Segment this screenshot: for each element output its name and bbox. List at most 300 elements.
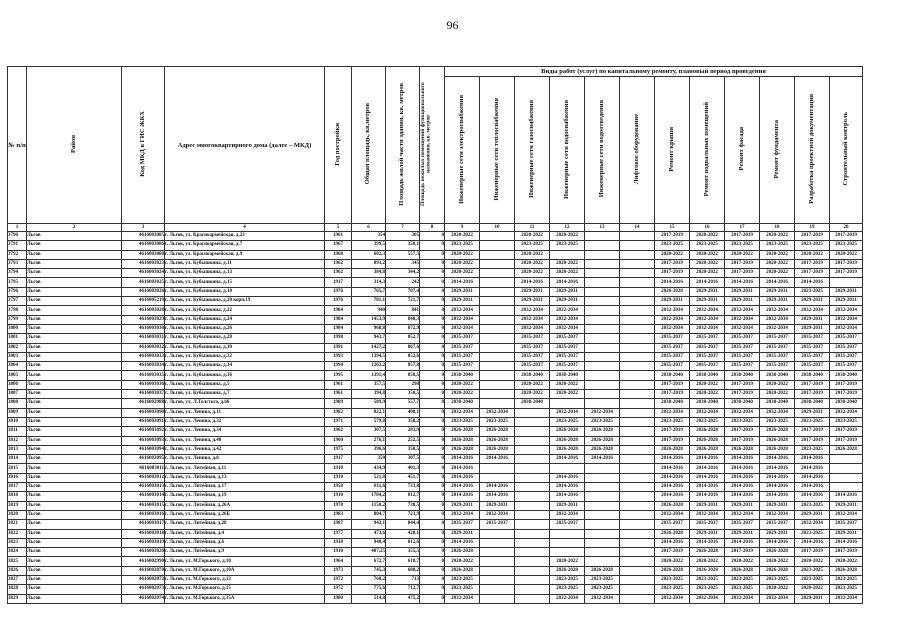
table-cell bbox=[585, 492, 620, 501]
table-cell: 2029-2031 bbox=[690, 297, 725, 306]
table-cell: Льгов bbox=[27, 436, 122, 445]
table-cell: 2035-2037 bbox=[655, 520, 690, 529]
table-cell bbox=[480, 529, 515, 538]
header-work-8: Ремонт подвальных помещений bbox=[690, 77, 725, 224]
table-cell: 2032-2034 bbox=[550, 594, 585, 603]
table-cell: 852,7 bbox=[386, 334, 420, 343]
table-cell: 688,2 bbox=[386, 566, 420, 575]
table-row bbox=[8, 529, 863, 538]
table-cell: 4616003036 bbox=[122, 380, 165, 389]
table-cell: 2020-2022 bbox=[795, 585, 830, 594]
table-cell: г. Льгов, ул. Литейная, д.19 bbox=[165, 492, 325, 501]
table-cell: 4616003016 bbox=[122, 510, 165, 519]
table-cell: 2023-2025 bbox=[795, 417, 830, 426]
table-cell: 2020-2022 bbox=[690, 390, 725, 399]
table-cell bbox=[550, 399, 585, 408]
table-cell: 0 bbox=[420, 464, 445, 473]
table-cell: 2017-2019 bbox=[830, 436, 863, 445]
table-cell: 1984 bbox=[325, 324, 352, 333]
table-cell: г. Льгов, ул. Кубышкина, д.30 bbox=[165, 343, 325, 352]
table-cell: 2020-2022 bbox=[550, 269, 585, 278]
table-cell: 2032-2034 bbox=[690, 315, 725, 324]
table-cell: 2017-2019 bbox=[795, 259, 830, 268]
column-number: 1 bbox=[8, 224, 27, 232]
header-work-5: Инженерные сети водоотведения bbox=[585, 77, 620, 224]
table-cell: 557,7 bbox=[386, 399, 420, 408]
table-cell: 2014-2016 bbox=[830, 538, 863, 547]
table-cell: 2014-2016 bbox=[760, 464, 795, 473]
table-cell: 4616003037 bbox=[122, 390, 165, 399]
table-cell bbox=[550, 464, 585, 473]
table-cell: 358,2 bbox=[386, 417, 420, 426]
table-cell: 2020-2022 bbox=[690, 250, 725, 259]
table-cell: 2020-2022 bbox=[550, 232, 585, 241]
table-cell: 0 bbox=[420, 548, 445, 557]
table-cell: 1976 bbox=[325, 297, 352, 306]
table-cell: г. Льгов, ул. Ленина, д.8 bbox=[165, 455, 325, 464]
table-cell: 2014-2016 bbox=[445, 464, 480, 473]
table-cell: 0 bbox=[420, 427, 445, 436]
table-cell bbox=[585, 278, 620, 287]
table-cell bbox=[480, 585, 515, 594]
table-cell: 428,1 bbox=[386, 529, 420, 538]
table-cell: 2032-2034 bbox=[725, 408, 760, 417]
header-work-2: Инженерные сети теплоснабжения bbox=[480, 77, 515, 224]
table-cell: 0 bbox=[420, 529, 445, 538]
table-row bbox=[8, 445, 863, 454]
table-cell: 1984 bbox=[325, 315, 352, 324]
table-cell: 2029-2031 bbox=[445, 529, 480, 538]
table-cell: 602,3 bbox=[352, 250, 386, 259]
table-cell: 4616003012 bbox=[122, 473, 165, 482]
table-cell: 2023-2025 bbox=[795, 445, 830, 454]
table-cell bbox=[620, 464, 655, 473]
table-cell: 2035-2037 bbox=[690, 334, 725, 343]
table-cell: 2014-2016 bbox=[795, 278, 830, 287]
table-cell: 4616003018 bbox=[122, 529, 165, 538]
table-cell: 2020-2022 bbox=[445, 259, 480, 268]
table-cell: 401,3 bbox=[386, 464, 420, 473]
table-cell: 2032-2034 bbox=[830, 408, 863, 417]
table-cell: 2035-2037 bbox=[690, 362, 725, 371]
table-cell: 1910 bbox=[325, 538, 352, 547]
table-row bbox=[8, 287, 863, 296]
table-cell: 2014-2016 bbox=[795, 492, 830, 501]
table-cell: 2035-2037 bbox=[655, 352, 690, 361]
table-cell bbox=[620, 473, 655, 482]
table-cell bbox=[515, 408, 550, 417]
table-cell: г. Льгов, ул. Литейная, д.9 bbox=[165, 548, 325, 557]
table-cell: 2020-2022 bbox=[550, 380, 585, 389]
table-row bbox=[8, 464, 863, 473]
table-cell: 2038-2040 bbox=[550, 371, 585, 380]
table-row bbox=[8, 250, 863, 259]
table-cell: 2023-2025 bbox=[795, 529, 830, 538]
table-cell: 707,4 bbox=[386, 287, 420, 296]
table-cell: 2029-2031 bbox=[830, 297, 863, 306]
table-cell: 475,2 bbox=[386, 594, 420, 603]
table-cell: 1993 bbox=[325, 352, 352, 361]
table-cell: 3813 bbox=[8, 445, 27, 454]
table-cell: 2035-2037 bbox=[690, 352, 725, 361]
header-work-6: Лифтовое оборудование bbox=[620, 77, 655, 224]
table-cell: 2029-2031 bbox=[795, 315, 830, 324]
table-cell: 2032-2034 bbox=[550, 510, 585, 519]
table-cell bbox=[515, 427, 550, 436]
table-cell: 3801 bbox=[8, 334, 27, 343]
table-row bbox=[8, 306, 863, 315]
table-cell: 0 bbox=[420, 380, 445, 389]
table-cell: Льгов bbox=[27, 557, 122, 566]
table-cell: 2026-2028 bbox=[480, 427, 515, 436]
table-cell bbox=[480, 334, 515, 343]
table-cell: 2029-2031 bbox=[795, 297, 830, 306]
table-cell: 2029-2031 bbox=[830, 287, 863, 296]
table-cell: 2014-2016 bbox=[445, 492, 480, 501]
table-cell: 4616003094 bbox=[122, 445, 165, 454]
table-cell: 0 bbox=[420, 306, 445, 315]
table-cell bbox=[620, 417, 655, 426]
table-cell bbox=[585, 371, 620, 380]
table-cell: 840,3 bbox=[386, 315, 420, 324]
column-number: 7 bbox=[386, 224, 420, 232]
table-cell: 2035-2037 bbox=[445, 334, 480, 343]
table-cell: Льгов bbox=[27, 241, 122, 250]
table-cell bbox=[480, 566, 515, 575]
table-cell: 2026-2028 bbox=[550, 436, 585, 445]
table-cell: 2032-2034 bbox=[830, 324, 863, 333]
table-cell: 2023-2025 bbox=[550, 241, 585, 250]
table-cell: 3824 bbox=[8, 548, 27, 557]
table-cell: 2038-2040 bbox=[725, 399, 760, 408]
table-cell: 2032-2034 bbox=[445, 324, 480, 333]
table-row bbox=[8, 501, 863, 510]
table-cell: 2014-2016 bbox=[550, 455, 585, 464]
column-number-row bbox=[8, 224, 863, 232]
table-cell: 2032-2034 bbox=[515, 315, 550, 324]
table-cell: 2035-2037 bbox=[795, 352, 830, 361]
table-row bbox=[8, 557, 863, 566]
table-cell bbox=[480, 343, 515, 352]
table-cell: 1962 bbox=[325, 427, 352, 436]
table-cell: 2026-2028 bbox=[760, 566, 795, 575]
table-cell: Льгов bbox=[27, 538, 122, 547]
table-cell: 1972 bbox=[325, 575, 352, 584]
table-cell: 3792 bbox=[8, 250, 27, 259]
table-cell: 811,6 bbox=[352, 483, 386, 492]
table-cell: 2026-2028 bbox=[550, 445, 585, 454]
table-cell: 2029-2031 bbox=[725, 529, 760, 538]
table-cell: 2029-2031 bbox=[830, 501, 863, 510]
table-cell: 0 bbox=[420, 269, 445, 278]
table-cell: 2029-2031 bbox=[515, 297, 550, 306]
table-cell: 2023-2025 bbox=[480, 417, 515, 426]
table-cell bbox=[550, 548, 585, 557]
header-work-9: Ремонт фасада bbox=[725, 77, 760, 224]
table-cell: 2035-2037 bbox=[725, 343, 760, 352]
table-row bbox=[8, 334, 863, 343]
table-cell bbox=[620, 557, 655, 566]
table-cell bbox=[480, 352, 515, 361]
table-cell: Льгов bbox=[27, 520, 122, 529]
column-number: 12 bbox=[550, 224, 585, 232]
table-row bbox=[8, 538, 863, 547]
table-cell bbox=[620, 575, 655, 584]
table-cell: 2038-2040 bbox=[515, 399, 550, 408]
table-cell: 2032-2034 bbox=[445, 408, 480, 417]
table-cell: 2032-2034 bbox=[760, 594, 795, 603]
table-cell: 0 bbox=[420, 287, 445, 296]
table-cell: 434,9 bbox=[352, 464, 386, 473]
table-cell bbox=[830, 278, 863, 287]
column-number: 4 bbox=[165, 224, 325, 232]
table-row bbox=[8, 594, 863, 603]
table-cell: 2014-2016 bbox=[655, 278, 690, 287]
table-cell bbox=[515, 585, 550, 594]
table-cell: 2017-2019 bbox=[795, 380, 830, 389]
table-cell: 2023-2025 bbox=[445, 575, 480, 584]
table-cell: 2035-2037 bbox=[515, 352, 550, 361]
table-cell: 307,5 bbox=[352, 427, 386, 436]
table-cell: 2026-2028 bbox=[760, 445, 795, 454]
table-cell: 2035-2037 bbox=[760, 520, 795, 529]
table-cell: 2014-2016 bbox=[760, 473, 795, 482]
column-number: 20 bbox=[830, 224, 863, 232]
table-cell: 2029-2031 bbox=[795, 594, 830, 603]
table-cell: 4616003088 bbox=[122, 250, 165, 259]
table-cell bbox=[515, 473, 550, 482]
table-row bbox=[8, 324, 863, 333]
table-cell: г. Льгов, ул. Литейная, д.26А bbox=[165, 501, 325, 510]
table-cell: Льгов bbox=[27, 352, 122, 361]
table-cell: г. Льгов, ул. Ленина, д.42 bbox=[165, 445, 325, 454]
table-cell: 1962 bbox=[325, 259, 352, 268]
table-cell bbox=[515, 594, 550, 603]
table-cell: 2014-2016 bbox=[655, 455, 690, 464]
column-number: 13 bbox=[585, 224, 620, 232]
table-cell: г. Льгов, ул. Кубышкина, д.18 bbox=[165, 287, 325, 296]
table-cell: 2023-2025 bbox=[830, 585, 863, 594]
table-cell: 1784,2 bbox=[352, 492, 386, 501]
table-cell: 2026-2028 bbox=[585, 445, 620, 454]
table-cell: 2020-2022 bbox=[725, 250, 760, 259]
table-cell: 2023-2025 bbox=[690, 575, 725, 584]
table-cell bbox=[830, 455, 863, 464]
table-cell: 1983 bbox=[325, 510, 352, 519]
table-cell: 0 bbox=[420, 352, 445, 361]
table-cell: 2014-2016 bbox=[480, 483, 515, 492]
table-cell: 2032-2034 bbox=[515, 324, 550, 333]
table-cell: 4616003092 bbox=[122, 427, 165, 436]
table-cell: 2014-2016 bbox=[655, 464, 690, 473]
table-cell: 3808 bbox=[8, 399, 27, 408]
table-cell: 712,7 bbox=[386, 585, 420, 594]
table-cell: г. Льгов, ул. Кубышкина, д.32 bbox=[165, 352, 325, 361]
table-cell: 2014-2016 bbox=[515, 278, 550, 287]
table-cell: 2017-2019 bbox=[795, 436, 830, 445]
table-cell: 3827 bbox=[8, 575, 27, 584]
table-cell bbox=[585, 548, 620, 557]
table-cell: 2014-2016 bbox=[655, 492, 690, 501]
table-cell: 2035-2037 bbox=[550, 343, 585, 352]
table-cell: 1962 bbox=[325, 269, 352, 278]
table-cell: 2032-2034 bbox=[760, 315, 795, 324]
table-cell: 2029-2031 bbox=[760, 297, 795, 306]
table-row bbox=[8, 259, 863, 268]
table-cell: 514,8 bbox=[352, 594, 386, 603]
table-cell: 2014-2016 bbox=[725, 483, 760, 492]
table-cell: 2017-2019 bbox=[830, 390, 863, 399]
table-cell bbox=[585, 352, 620, 361]
table-cell: 968,8 bbox=[352, 324, 386, 333]
table-row bbox=[8, 408, 863, 417]
table-cell: 0 bbox=[420, 510, 445, 519]
table-cell bbox=[480, 594, 515, 603]
table-cell: 2029-2031 bbox=[795, 324, 830, 333]
table-cell bbox=[480, 362, 515, 371]
table-cell: Льгов bbox=[27, 315, 122, 324]
table-cell: 3805 bbox=[8, 371, 27, 380]
table-cell: г. Льгов, ул. М.Горького, д.10А bbox=[165, 566, 325, 575]
table-cell: 0 bbox=[420, 259, 445, 268]
table-cell: 2020-2022 bbox=[515, 380, 550, 389]
table-cell bbox=[585, 557, 620, 566]
table-cell bbox=[620, 520, 655, 529]
table-cell: 2029-2031 bbox=[725, 287, 760, 296]
table-cell: 1972 bbox=[325, 585, 352, 594]
table-cell bbox=[480, 297, 515, 306]
table-cell: 2032-2034 bbox=[795, 306, 830, 315]
table-cell: 4616003029 bbox=[122, 315, 165, 324]
table-row bbox=[8, 585, 863, 594]
table-cell: 1987 bbox=[325, 520, 352, 529]
table-cell bbox=[620, 492, 655, 501]
table-cell: 2029-2031 bbox=[690, 529, 725, 538]
table-cell: 775,6 bbox=[352, 585, 386, 594]
table-cell: 2017-2019 bbox=[725, 232, 760, 241]
table-cell: 2020-2022 bbox=[795, 557, 830, 566]
table-cell: 2035-2037 bbox=[830, 362, 863, 371]
table-cell bbox=[515, 529, 550, 538]
table-cell: 2020-2022 bbox=[515, 250, 550, 259]
table-cell: 2017-2019 bbox=[795, 232, 830, 241]
table-cell: 2035-2037 bbox=[795, 362, 830, 371]
table-cell: Льгов bbox=[27, 334, 122, 343]
table-cell: 2035-2037 bbox=[795, 343, 830, 352]
table-cell: 1973 bbox=[325, 566, 352, 575]
table-row bbox=[8, 492, 863, 501]
table-cell bbox=[585, 306, 620, 315]
table-cell: 358,5 bbox=[386, 445, 420, 454]
table-cell: 2014-2016 bbox=[795, 538, 830, 547]
table-cell: г. Льгов, ул. Ленина, д.34 bbox=[165, 427, 325, 436]
table-cell: 2032-2034 bbox=[760, 510, 795, 519]
table-cell: 2020-2022 bbox=[515, 390, 550, 399]
table-cell bbox=[620, 232, 655, 241]
table-cell: Льгов bbox=[27, 464, 122, 473]
table-cell: 2029-2031 bbox=[760, 501, 795, 510]
table-cell: 2017-2019 bbox=[725, 548, 760, 557]
table-cell: 3814 bbox=[8, 455, 27, 464]
table-row bbox=[8, 315, 863, 324]
table-cell: 0 bbox=[420, 315, 445, 324]
table-cell: 2020-2022 bbox=[550, 259, 585, 268]
table-cell bbox=[620, 510, 655, 519]
table-cell: 940,4 bbox=[352, 538, 386, 547]
table-cell bbox=[550, 250, 585, 259]
table-cell: 399,5 bbox=[352, 241, 386, 250]
table-cell bbox=[620, 306, 655, 315]
table-cell: 2035-2037 bbox=[515, 343, 550, 352]
table-cell: 407,25 bbox=[352, 548, 386, 557]
table-cell: 2038-2040 bbox=[515, 371, 550, 380]
table-cell bbox=[620, 380, 655, 389]
table-cell: 521,8 bbox=[352, 473, 386, 482]
table-cell: 1910 bbox=[325, 473, 352, 482]
table-cell: 2026-2028 bbox=[480, 445, 515, 454]
table-cell: г. Льгов, ул. Кубышкина, д.26 bbox=[165, 324, 325, 333]
table-cell: г. Льгов, ул. Ленина, д.32 bbox=[165, 417, 325, 426]
table-cell: 2035-2037 bbox=[690, 520, 725, 529]
header-work-7: Ремонт крыши bbox=[655, 77, 690, 224]
table-cell: 2029-2031 bbox=[550, 297, 585, 306]
table-cell bbox=[515, 575, 550, 584]
table-cell bbox=[515, 492, 550, 501]
table-cell: 3796 bbox=[8, 287, 27, 296]
table-cell bbox=[480, 557, 515, 566]
table-cell: 2023-2025 bbox=[795, 566, 830, 575]
table-cell: 2020-2022 bbox=[445, 390, 480, 399]
table-cell: 2023-2025 bbox=[725, 575, 760, 584]
table-cell bbox=[620, 455, 655, 464]
table-cell: 4616003026 bbox=[122, 287, 165, 296]
table-cell: 822,1 bbox=[352, 408, 386, 417]
header-area: Общая площадь, кв.метров bbox=[352, 67, 386, 224]
table-cell bbox=[620, 566, 655, 575]
table-cell: 2023-2025 bbox=[585, 575, 620, 584]
table-cell: 2023-2025 bbox=[795, 501, 830, 510]
table-cell bbox=[480, 250, 515, 259]
table-cell: 1917 bbox=[325, 278, 352, 287]
table-cell: 2017-2019 bbox=[725, 269, 760, 278]
table-cell: 2020-2022 bbox=[760, 269, 795, 278]
table-cell: Льгов bbox=[27, 278, 122, 287]
table-cell: 2026-2028 bbox=[445, 436, 480, 445]
table-cell: 0 bbox=[420, 585, 445, 594]
table-cell: 0 bbox=[420, 417, 445, 426]
table-cell: 1150,2 bbox=[352, 501, 386, 510]
table-cell: 2014-2016 bbox=[550, 473, 585, 482]
table-cell: 2035-2037 bbox=[655, 343, 690, 352]
table-cell: 2017-2019 bbox=[795, 427, 830, 436]
table-cell: 0 bbox=[420, 297, 445, 306]
table-cell: 4616003085 bbox=[122, 232, 165, 241]
table-cell: 2029-2031 bbox=[690, 501, 725, 510]
column-number: 2 bbox=[27, 224, 122, 232]
table-cell: 2017-2019 bbox=[655, 390, 690, 399]
table-cell: 2020-2022 bbox=[550, 390, 585, 399]
table-cell: 2023-2025 bbox=[445, 417, 480, 426]
table-cell: 2035-2037 bbox=[830, 520, 863, 529]
table-cell: 2017-2019 bbox=[725, 380, 760, 389]
table-cell: 2023-2025 bbox=[655, 417, 690, 426]
table-cell: 2026-2028 bbox=[690, 548, 725, 557]
table-cell: 2035-2037 bbox=[760, 334, 795, 343]
table-cell: 2032-2034 bbox=[480, 510, 515, 519]
table-cell: 3820 bbox=[8, 510, 27, 519]
table-cell: 1977 bbox=[325, 529, 352, 538]
table-cell: 4616003086 bbox=[122, 241, 165, 250]
